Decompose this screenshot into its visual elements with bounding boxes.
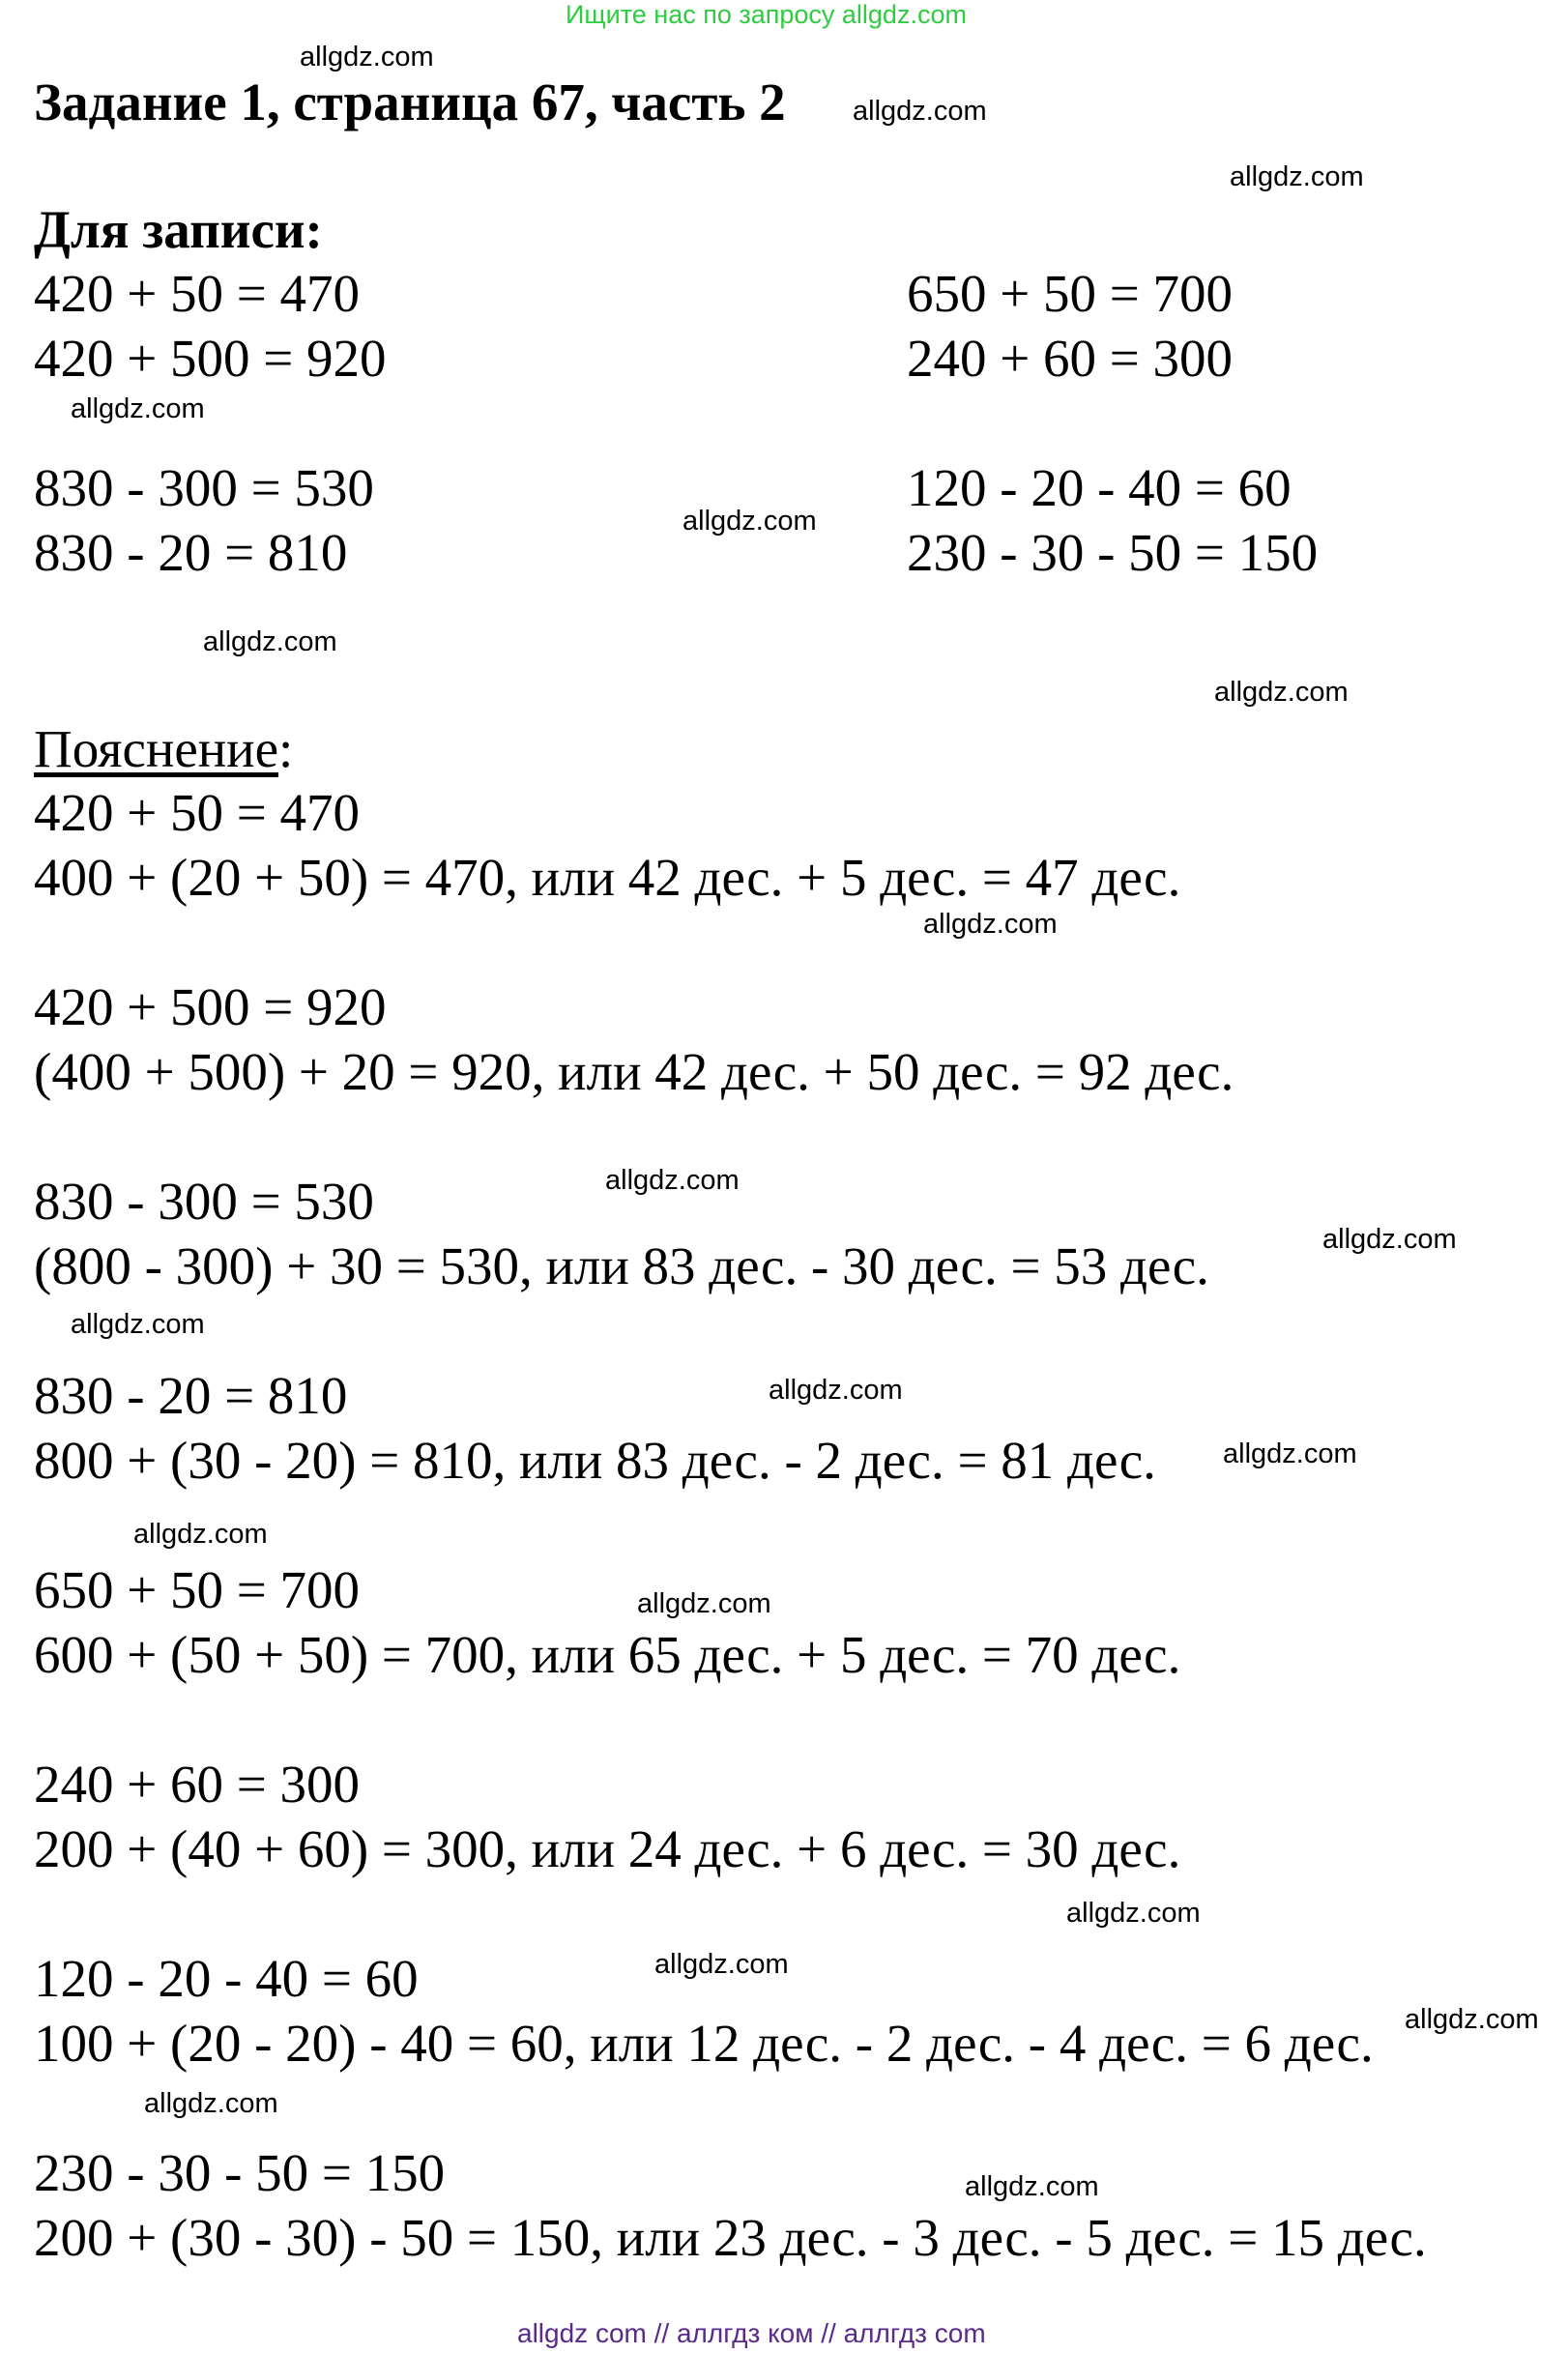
watermark: allgdz.com [682,506,817,537]
explanation-detail: (400 + 500) + 20 = 920, или 42 дес. + 50 дес. = 92 дес. [34,1042,1234,1101]
record-equation: 240 + 60 = 300 [907,329,1234,388]
explanation-equation: 420 + 500 = 920 [34,977,387,1036]
record-equation: 230 - 30 - 50 = 150 [907,523,1319,582]
watermark: allgdz.com [605,1165,740,1196]
watermark: allgdz.com [133,1519,268,1550]
watermark: allgdz.com [853,96,987,127]
watermark: allgdz.com [1214,677,1349,708]
explanation-equation: 420 + 50 = 470 [34,783,361,842]
watermark: allgdz.com [144,2088,278,2119]
explanation-detail: 100 + (20 - 20) - 40 = 60, или 12 дес. - 2 дес. - 4 дес. = 6 дес. [34,2014,1374,2073]
record-equation: 830 - 20 = 810 [34,523,348,582]
record-equation: 420 + 50 = 470 [34,264,361,323]
watermark: allgdz.com [71,1309,205,1340]
explanation-heading-text: Пояснение [34,719,279,778]
record-equation: 650 + 50 = 700 [907,264,1234,323]
watermark: allgdz.com [923,909,1058,940]
explanation-equation: 230 - 30 - 50 = 150 [34,2143,446,2202]
explanation-equation: 240 + 60 = 300 [34,1755,361,1814]
explanation-equation: 830 - 20 = 810 [34,1366,348,1425]
watermark: allgdz.com [1322,1224,1457,1255]
watermark: allgdz.com [71,393,205,424]
record-equation: 420 + 500 = 920 [34,329,387,388]
record-heading: Для записи: [34,200,323,259]
explanation-detail: 400 + (20 + 50) = 470, или 42 дес. + 5 дес. = 47 дес. [34,848,1181,907]
watermark: allgdz.com [203,626,337,657]
watermark: allgdz.com [300,42,434,73]
page-title: Задание 1, страница 67, часть 2 [34,73,786,131]
explanation-detail: (800 - 300) + 30 = 530, или 83 дес. - 30 дес. = 53 дес. [34,1236,1209,1295]
watermark: allgdz.com [769,1375,903,1406]
explanation-detail: 800 + (30 - 20) = 810, или 83 дес. - 2 дес. = 81 дес. [34,1431,1156,1490]
explanation-heading [34,718,293,779]
explanation-equation: 830 - 300 = 530 [34,1172,374,1231]
watermark: allgdz.com [1066,1898,1201,1929]
explanation-detail: 600 + (50 + 50) = 700, или 65 дес. + 5 дес. = 70 дес. [34,1625,1181,1684]
record-equation: 120 - 20 - 40 = 60 [907,458,1292,517]
explanation-equation: 650 + 50 = 700 [34,1560,361,1619]
watermark: allgdz.com [637,1588,771,1619]
watermark: allgdz.com [1405,2004,1539,2035]
explanation-equation: 120 - 20 - 40 = 60 [34,1949,419,2008]
footer-text[interactable]: allgdz com // аллгдз ком // аллгдз com [517,2318,986,2348]
explanation-heading-colon: : [278,719,294,778]
watermark: allgdz.com [1230,161,1364,192]
banner-text[interactable]: Ищите нас по запросу allgdz.com [566,0,967,29]
record-equation: 830 - 300 = 530 [34,458,374,517]
watermark: allgdz.com [654,1949,789,1980]
watermark: allgdz.com [1223,1438,1357,1469]
explanation-detail: 200 + (40 + 60) = 300, или 24 дес. + 6 дес. = 30 дес. [34,1819,1181,1878]
explanation-detail: 200 + (30 - 30) - 50 = 150, или 23 дес. - 3 дес. - 5 дес. = 15 дес. [34,2208,1427,2267]
watermark: allgdz.com [965,2171,1099,2202]
